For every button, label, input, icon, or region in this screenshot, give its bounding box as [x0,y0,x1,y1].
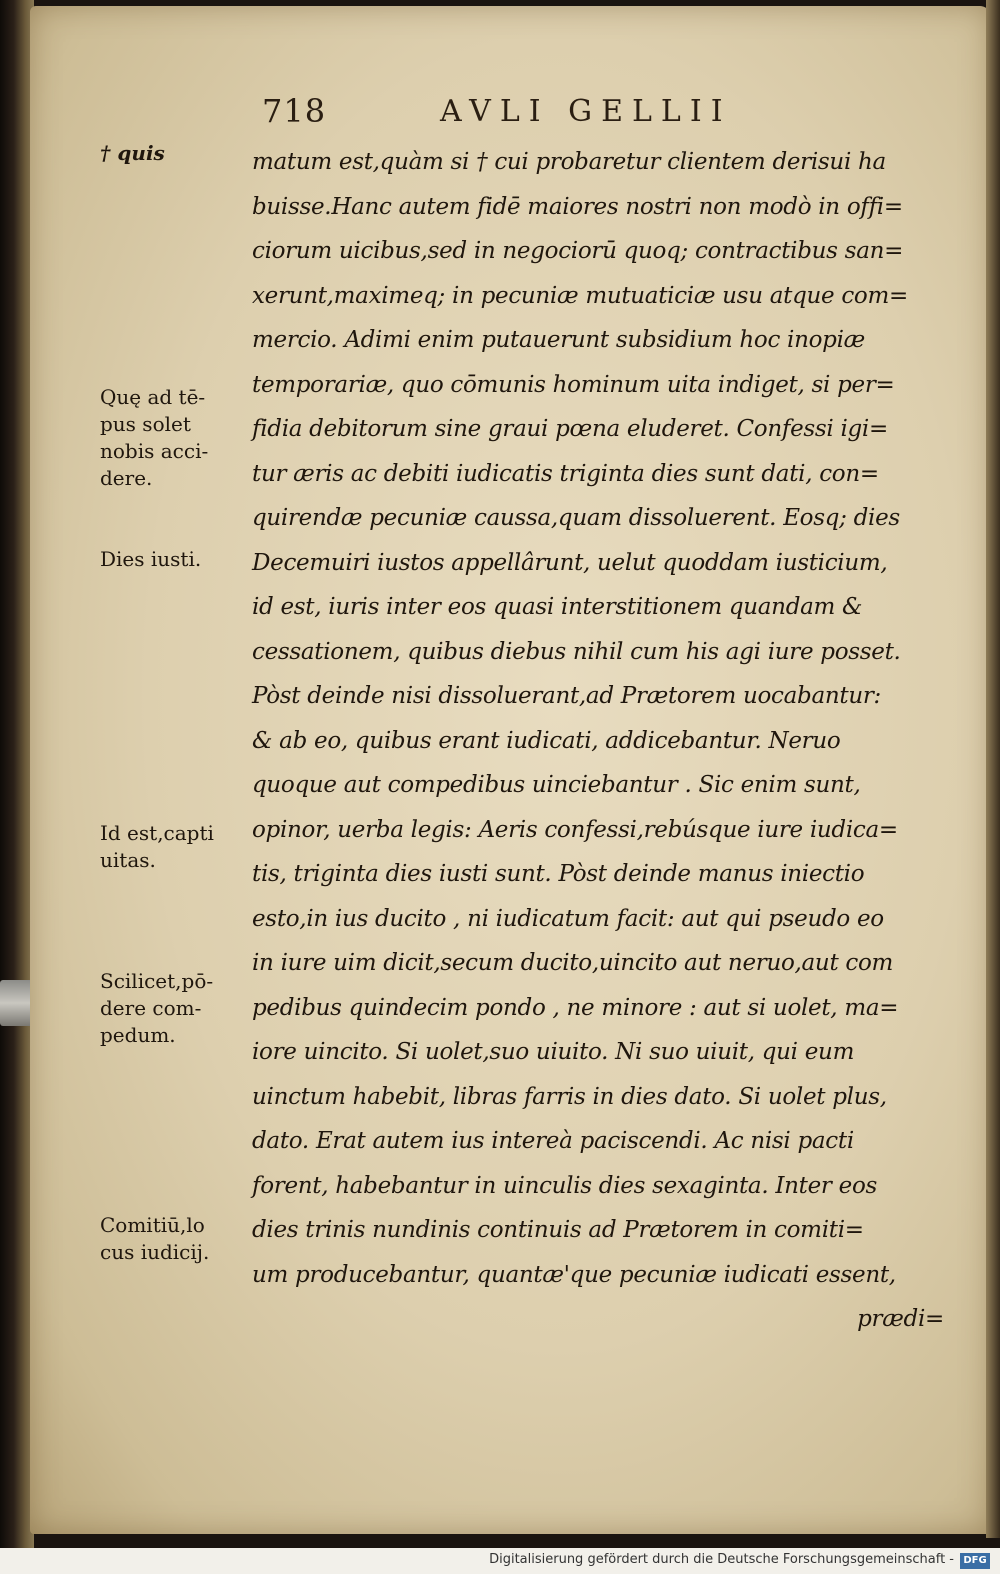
marginal-note [100,820,260,874]
marginal-note-line: Dies iusti. [100,547,202,571]
marginal-note-line: nobis acci- [100,439,209,463]
text-line: temporariæ, quo cōmunis hominum uita indiget, si per= [252,371,895,398]
text-line: matum est,quàm si † cui probaretur clientem derisui ha [252,149,886,175]
text-line: opinor, uerba legis: Aeris confessi,rebúsque iure iudica= [252,816,898,843]
marginal-note [100,968,260,1049]
marginal-note-line: † quis [100,141,165,165]
main-text [252,140,952,1342]
marginal-note-line: Quę ad tē- [100,385,206,409]
text-line: id est, iuris inter eos quasi interstitionem quandam & [252,594,863,620]
marginal-note-line: Id est,capti [100,821,214,845]
page-header [0,92,1000,142]
text-line: mercio. Adimi enim putauerunt subsidium hoc inopiæ [252,327,865,353]
marginal-note-line: pedum. [100,1023,176,1047]
text-line: esto,in ius ducito , ni iudicatum facit: aut qui pseudo eo [252,905,884,932]
running-title: AVLI GELLII [440,94,732,129]
marginal-note-line: cus iudicij. [100,1240,210,1264]
text-line: buisse.Hanc autem fidē maiores nostri non modò in offi= [252,193,903,220]
text-line: Pòst deinde nisi dissoluerant,ad Prætorem uocabantur: [252,683,881,709]
marginal-note-line: dere. [100,466,153,490]
dfg-logo-icon: DFG [960,1553,990,1569]
catchword: prædi= [857,1306,944,1332]
text-line: fidia debitorum sine graui pœna eluderet. Confessi igi= [252,416,888,442]
marginal-note [100,1212,260,1266]
text-line: in iure uim dicit,secum ducito,uincito aut neruo,aut com [252,950,894,976]
digitization-footer [0,1548,1000,1574]
text-line: ciorum uicibus,sed in negociorū quoq; contractibus san= [252,238,904,264]
book-binding-edge [0,0,34,1574]
text-line: um producebantur, quantæ'que pecuniæ iudicati essent, [252,1261,896,1288]
marginal-note-line: Comitiū,lo [100,1213,205,1237]
text-line: Decemuiri iustos appellârunt, uelut quoddam iusticium, [252,549,888,576]
page-number: 718 [262,92,327,130]
text-line: quoque aut compedibus uinciebantur . Sic enim sunt, [252,772,861,798]
marginal-note [100,384,260,492]
text-line: dato. Erat autem ius intereà paciscendi. Ac nisi pacti [252,1128,854,1154]
text-line: iore uincito. Si uolet,suo uiuito. Ni suo uiuit, qui eum [252,1039,855,1065]
text-line: forent, habebantur in uinculis dies sexaginta. Inter eos [252,1172,877,1199]
page-edge [986,0,1000,1538]
text-line: cessationem, quibus diebus nihil cum his agi iure posset. [252,638,901,665]
text-line: pedibus quindecim pondo , ne minore : aut si uolet, ma= [252,994,899,1021]
text-line: uinctum habebit, libras farris in dies dato. Si uolet plus, [252,1083,887,1110]
marginal-note-line: pus solet [100,412,191,436]
text-line: dies trinis nundinis continuis ad Prætorem in comiti= [252,1217,864,1243]
text-line: xerunt,maximeq; in pecuniæ mutuaticiæ usu atque com= [252,282,908,309]
text-line: tur æris ac debiti iudicatis triginta dies sunt dati, con= [252,460,879,487]
marginal-note-line: Scilicet,pō- [100,969,214,993]
marginal-note-line: uitas. [100,848,156,872]
marginal-note-line: dere com- [100,996,202,1020]
marginal-note [100,546,260,573]
text-line: & ab eo, quibus erant iudicati, addicebantur. Neruo [252,727,841,754]
text-line: tis, triginta dies iusti sunt. Pòst deinde manus iniectio [252,861,865,887]
marginal-note [100,140,260,167]
funding-credit: Digitalisierung gefördert durch die Deutsche Forschungsgemeinschaft - [489,1552,954,1567]
text-line: quirendæ pecuniæ caussa,quam dissoluerent. Eosq; dies [252,505,900,531]
